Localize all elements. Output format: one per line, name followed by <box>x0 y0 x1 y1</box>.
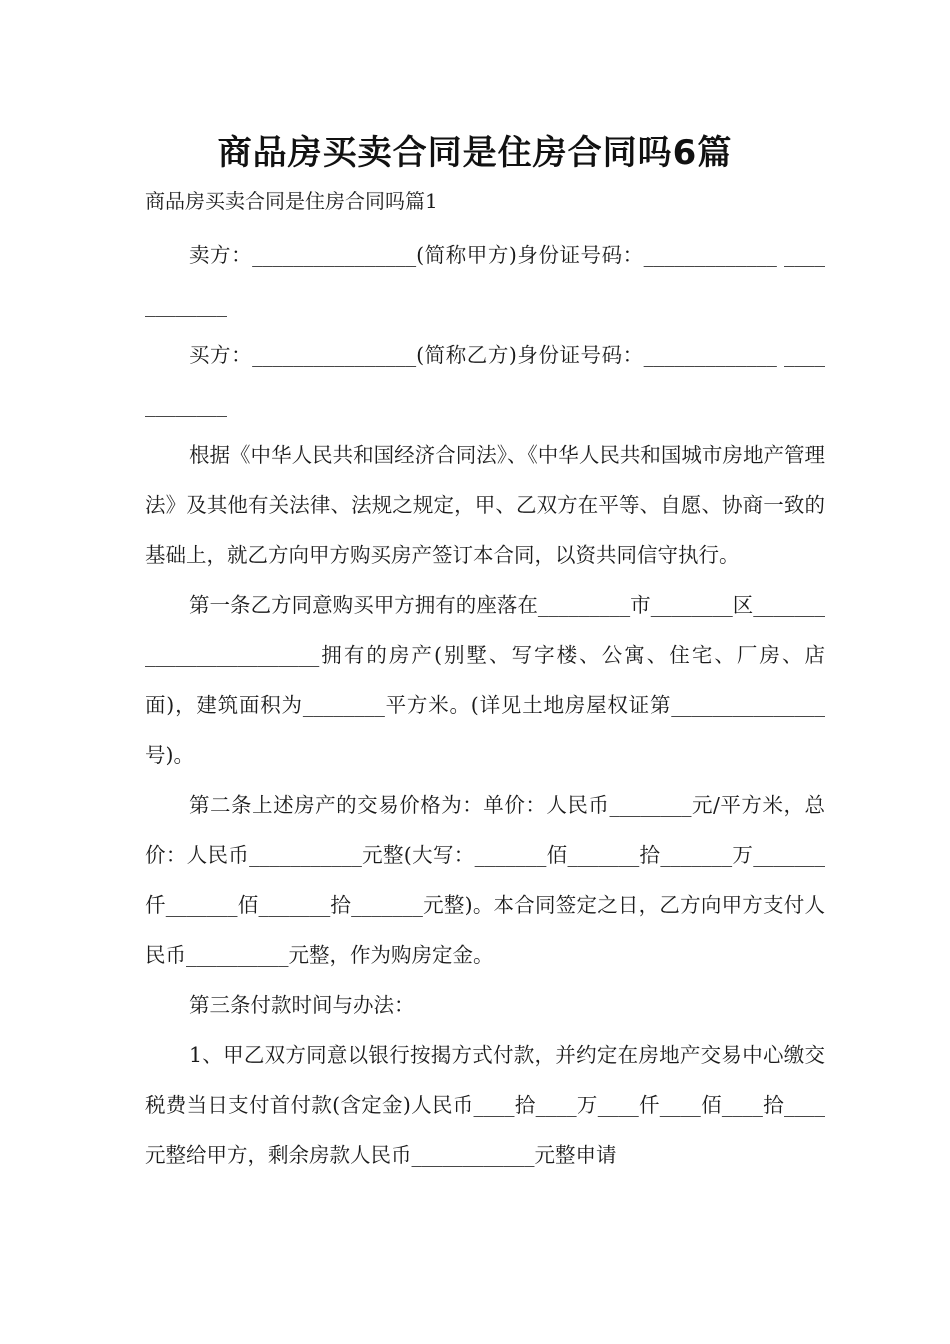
preamble-paragraph: 根据《中华人民共和国经济合同法》、《中华人民共和国城市房地产管理法》及其他有关法律、法规之规定，甲、乙双方在平等、自愿、协商一致的基础上，就乙方向甲方购买房产签订本合同，以资共同信守执行。 <box>145 443 825 567</box>
document-title: 商品房买卖合同是住房合同吗6篇 <box>217 133 733 173</box>
article-2-paragraph: 第二条上述房产的交易价格为：单价：人民币________元/平方米，总价：人民币___________元整(大写：_______佰_______拾_______万_______仟_______佰_______拾_______元整)。本合同签定之日，乙方向甲方支付人民币__________元整，作为购房定金。 <box>145 793 825 967</box>
section-heading: 商品房买卖合同是住房合同吗篇1 <box>145 189 438 213</box>
article-1-paragraph: 第一条乙方同意购买甲方拥有的座落在_________市________区________________________拥有的房产(别墅、写字楼、公寓、住宅、厂房、店面)，建筑面积为________平方米。(详见土地房屋权证第_______________号)。 <box>145 593 825 767</box>
payment-clause-1: 1、甲乙双方同意以银行按揭方式付款，并约定在房地产交易中心缴交税费当日支付首付款(含定金)人民币____拾____万____仟____佰____拾____元整给甲方，剩余房款人民币____________元整申请 <box>145 1043 825 1167</box>
contract-body <box>145 230 825 1180</box>
seller-line: 卖方：________________(简称甲方)身份证号码：_____________ ____________ <box>145 243 825 317</box>
buyer-line: 买方：________________(简称乙方)身份证号码：_____________ ____________ <box>145 343 825 417</box>
article-3-heading: 第三条付款时间与办法： <box>189 993 415 1017</box>
